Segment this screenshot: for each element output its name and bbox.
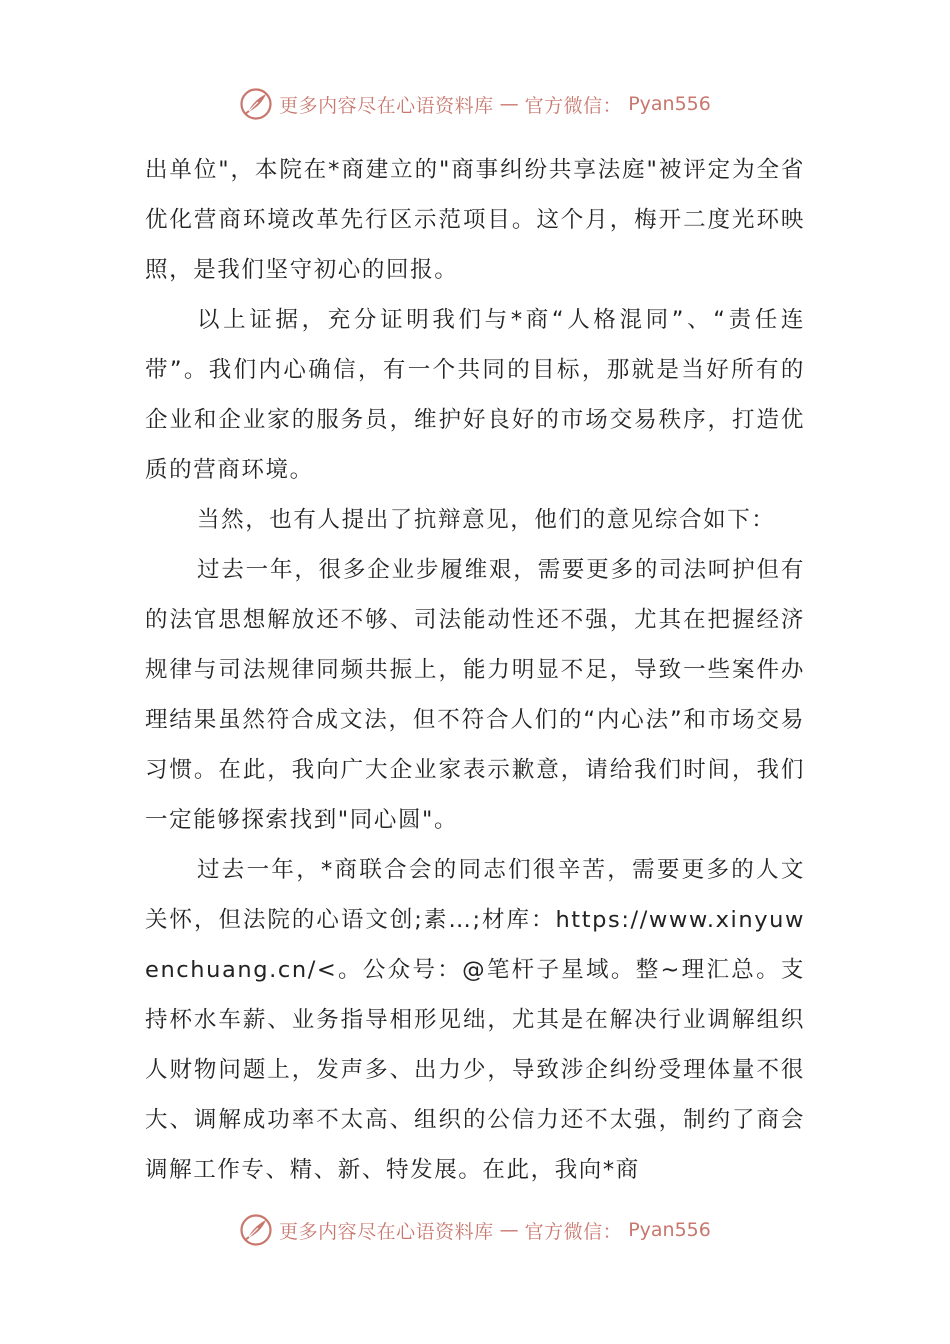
- paragraph-3: 当然，也有人提出了抗辩意见，他们的意见综合如下：: [197, 507, 776, 533]
- header-banner: [0, 84, 950, 124]
- paragraph-5: 过去一年，*商联合会的同志们很辛苦，需要更多的人文关怀，但法院的心语文创;素…;材库：https://www.xinyuwenchuang.cn/<。公众号：@笔杆子星域。整~理汇总。支持杯水车薪、业务指导相形见绌，尤其是在解决行业调解组织人财物问题上，发声多、出力少，导致涉企纠纷受理体量不很大、调解成功率不太高、组织的公信力还不太强，制约了商会调解工作专、精、新、特发展。在此，我向*商: [145, 857, 805, 1183]
- banner-main-text: 更多内容尽在心语资料库: [279, 94, 494, 117]
- paragraph-1: 出单位"，本院在*商建立的"商事纠纷共享法庭"被评定为全省优化营商环境改革先行区示范项目。这个月，梅开二度光环映照，是我们坚守初心的回报。: [145, 157, 805, 283]
- banner-wechat-id: Pyan556: [628, 1219, 711, 1241]
- feather-pen-logo-icon: [239, 1213, 273, 1247]
- feather-pen-logo-icon: [239, 87, 273, 121]
- banner-wechat-label: 官方微信：: [524, 1220, 623, 1243]
- banner-wechat-label: 官方微信：: [524, 94, 623, 117]
- paragraph-2: 以上证据，充分证明我们与*商“人格混同”、“责任连带”。我们内心确信，有一个共同的目标，那就是当好所有的企业和企业家的服务员，维护好良好的市场交易秩序，打造优质的营商环境。: [145, 307, 805, 483]
- banner-main-text: 更多内容尽在心语资料库: [279, 1220, 494, 1243]
- header-banner-content: [239, 87, 711, 121]
- banner-wechat-id: Pyan556: [628, 93, 711, 115]
- banner-separator: —: [499, 93, 519, 115]
- banner-separator: —: [499, 1219, 519, 1241]
- footer-banner-content: [239, 1213, 711, 1247]
- paragraph-4: 过去一年，很多企业步履维艰，需要更多的司法呵护但有的法官思想解放还不够、司法能动性还不强，尤其在把握经济规律与司法规律同频共振上，能力明显不足，导致一些案件办理结果虽然符合成文法，但不符合人们的“内心法”和市场交易习惯。在此，我向广大企业家表示歉意，请给我们时间，我们一定能够探索找到"同心圆"。: [145, 557, 805, 833]
- document-body: [145, 145, 805, 1195]
- footer-banner: [0, 1210, 950, 1250]
